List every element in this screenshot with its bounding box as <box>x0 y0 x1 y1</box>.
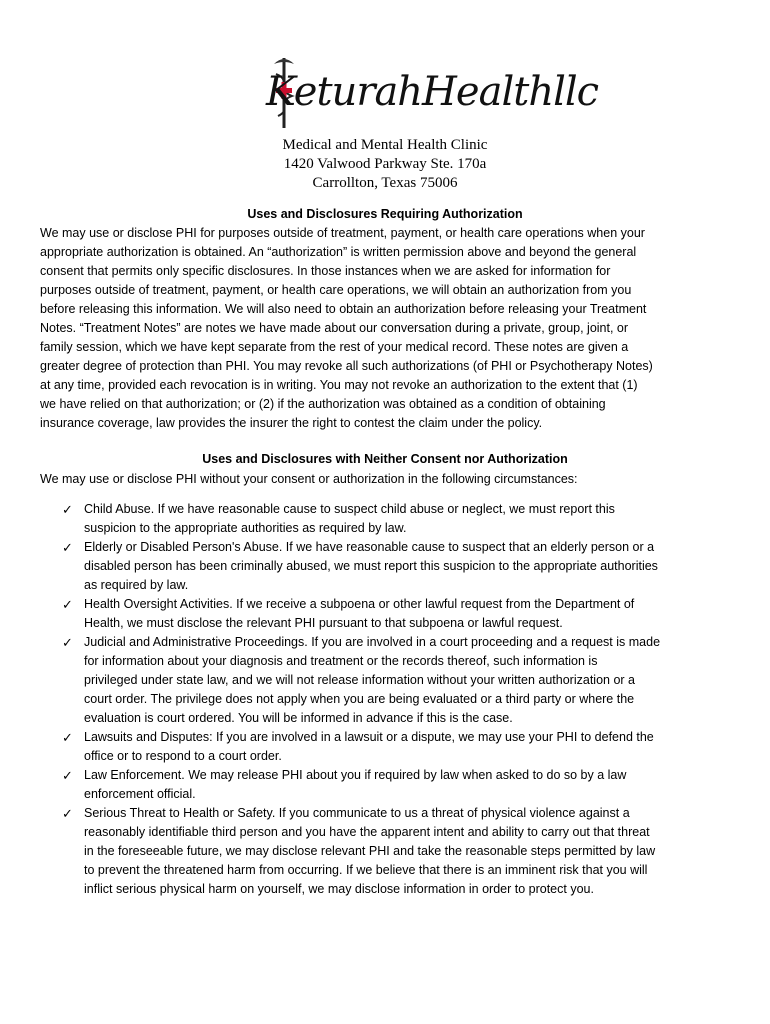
list-item-line: enforcement official. <box>84 787 196 801</box>
list-item <box>62 728 742 766</box>
list-item-line: Serious Threat to Health or Safety. If you communicate to us a threat of physical violence against a <box>84 806 630 820</box>
list-item-line: office or to respond to a court order. <box>84 749 282 763</box>
checkmark-icon: ✓ <box>62 730 73 745</box>
paragraph-line: purposes outside of treatment, payment, or health care operations, we will obtain an authorization from you <box>40 283 632 297</box>
clinic-address: 1420 Valwood Parkway Ste. 170a <box>283 156 487 172</box>
paragraph-line: appropriate authorization is obtained. An “authorization” is written permission above and beyond the general <box>40 245 637 259</box>
paragraph-line: We may use or disclose PHI for purposes outside of treatment, payment, or health care operations when your <box>40 226 645 240</box>
checkmark-icon: ✓ <box>62 597 73 612</box>
list-item-line: to prevent the threatened harm from occurring. If we believe that there is an imminent risk that you will <box>84 863 648 877</box>
section1-title: Uses and Disclosures Requiring Authorization <box>247 207 523 221</box>
paragraph-line: we have relied on that authorization; or (2) if the authorization was obtained as a condition of obtaining <box>40 397 606 411</box>
circumstances-list <box>62 500 742 899</box>
list-item <box>62 500 742 538</box>
paragraph-line: before releasing this information. We will also need to obtain an authorization before releasing your Treatment <box>40 302 647 316</box>
list-item <box>62 766 742 804</box>
paragraph-line: greater degree of protection than PHI. You may revoke all such authorizations (of PHI or Psychotherapy Notes) <box>40 359 653 373</box>
logo-wordmark: KeturahHealthllc <box>266 69 599 115</box>
list-item-line: privileged under state law, and we will not release information without your written authorization or a <box>84 673 635 687</box>
list-item-line: Elderly or Disabled Person's Abuse. If we have reasonable cause to suspect that an elderly person or a <box>84 540 655 554</box>
paragraph-line: family session, which we have kept separate from the rest of your medical record. These notes are given a <box>40 340 629 354</box>
clinic-city: Carrollton, Texas 75006 <box>312 175 458 191</box>
section1-paragraph <box>40 224 740 433</box>
list-item-line: Health Oversight Activities. If we receive a subpoena or other lawful request from the Department of <box>84 597 635 611</box>
list-item-line: as required by law. <box>84 578 189 592</box>
list-item-line: Health, we must disclose the relevant PHI pursuant to that subpoena or lawful request. <box>84 616 563 630</box>
checkmark-icon: ✓ <box>62 768 73 783</box>
list-item-line: Child Abuse. If we have reasonable cause to suspect child abuse or neglect, we must report this <box>84 502 615 516</box>
list-item-line: Law Enforcement. We may release PHI about you if required by law when asked to do so by a law <box>84 768 627 782</box>
list-item-line: in the foreseeable future, we may disclose relevant PHI and take the reasonable steps permitted by law <box>84 844 656 858</box>
paragraph-line: consent that permits only specific disclosures. In those instances when we are asked for information for <box>40 264 611 278</box>
list-item <box>62 595 742 633</box>
checkmark-icon: ✓ <box>62 635 73 650</box>
checkmark-icon: ✓ <box>62 806 73 821</box>
list-item-line: for information about your diagnosis and treatment or the records thereof, such information is <box>84 654 598 668</box>
paragraph-line: insurance coverage, law provides the insurer the right to contest the claim under the policy. <box>40 416 543 430</box>
paragraph-line: at any time, provided each revocation is in writing. You may not revoke an authorization to the extent that (1) <box>40 378 638 392</box>
list-item <box>62 804 742 899</box>
checkmark-icon: ✓ <box>62 502 73 517</box>
list-item-line: court order. The privilege does not apply when you are being evaluated or a third party or where the <box>84 692 635 706</box>
list-item-line: Judicial and Administrative Proceedings. If you are involved in a court proceeding and a request is made <box>84 635 661 649</box>
list-item <box>62 538 742 595</box>
list-item-line: inflict serious physical harm on yourself, we may disclose information in order to protect you. <box>84 882 594 896</box>
clinic-header <box>0 136 770 193</box>
list-item-line: Lawsuits and Disputes: If you are involved in a lawsuit or a dispute, we may use your PHI to defend the <box>84 730 654 744</box>
list-item-line: evaluation is court ordered. You will be informed in advance if this is the case. <box>84 711 513 725</box>
list-item-line: disabled person has been criminally abused, we must report this suspicion to the appropriate authorities <box>84 559 658 573</box>
list-item-line: suspicion to the appropriate authorities as required by law. <box>84 521 407 535</box>
section2-title: Uses and Disclosures with Neither Consent nor Authorization <box>202 452 568 466</box>
keturah-health-logo <box>262 50 599 135</box>
paragraph-line: We may use or disclose PHI without your consent or authorization in the following circumstances: <box>40 472 578 486</box>
paragraph-line: Notes. “Treatment Notes” are notes we have made about our conversation during a private, group, joint, or <box>40 321 629 335</box>
list-item <box>62 633 742 728</box>
checkmark-icon: ✓ <box>62 540 73 555</box>
list-item-line: reasonably identifiable third person and you have the apparent intent and ability to carry out that threat <box>84 825 650 839</box>
section2-intro <box>40 470 740 489</box>
clinic-name: Medical and Mental Health Clinic <box>282 137 488 153</box>
